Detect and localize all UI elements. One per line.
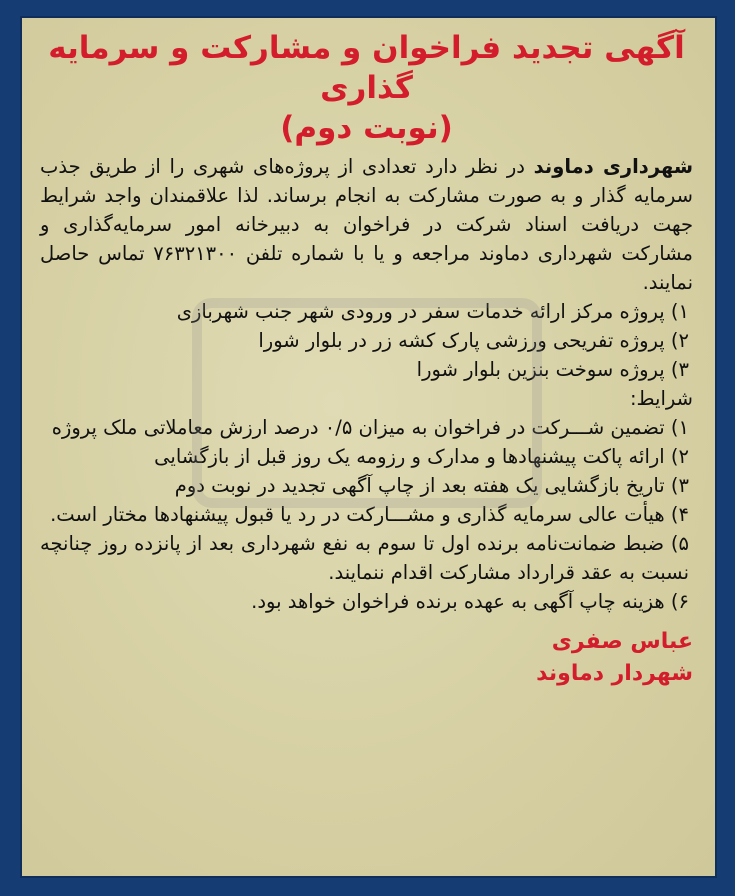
- condition-item: ۳) تاریخ بازگشایی یک هفته بعد از چاپ آگهی تجدید در نوبت دوم: [174, 474, 689, 497]
- project-item: ۱) پروژه مرکز ارائه خدمات سفر در ورودی شهر جنب شهربازی: [176, 300, 689, 323]
- project-item: ۳) پروژه سوخت بنزین بلوار شورا: [416, 358, 689, 381]
- condition-item: ۶) هزینه چاپ آگهی به عهده برنده فراخوان خواهد بود.: [251, 590, 689, 613]
- intro-text: در نظر دارد تعدادی از پروژه‌های شهری را از طریق جذب سرمایه گذار و به صورت مشارکت به انجام برساند. لذا علاقمندان واجد شرایط جهت دریافت اسناد شرکت در فراخوان به دبیرخانه امور سرمایه‌گذاری و مشارکت شهرداری دماوند مراجعه و یا با شماره تلفن ۷۶۳۲۱۳۰۰ تماس حاصل نمایند.: [40, 155, 693, 294]
- condition-item: ۲) ارائه پاکت پیشنهادها و مدارک و رزومه یک روز قبل از بازگشایی: [154, 445, 689, 468]
- watermark-logo: [192, 298, 542, 508]
- intro-municipality: شهرداری دماوند: [533, 155, 693, 178]
- signature-title: شهردار دماوند: [536, 661, 693, 686]
- notice-subtitle: (نوبت دوم): [280, 110, 453, 146]
- notice-paper: [20, 16, 717, 878]
- notice-title: آگهی تجدید فراخوان و مشارکت و سرمایه گذاری: [48, 30, 685, 106]
- signature-name: عباس صفری: [551, 629, 693, 654]
- intro-paragraph: [40, 152, 693, 297]
- condition-item: ۵) ضبط ضمانت‌نامه برنده اول تا سوم به نفع شهرداری بعد از پانزده روز چنانچه نسبت به عقد قرارداد مشارکت اقدام ننمایند.: [40, 532, 689, 584]
- condition-item: ۴) هیأت عالی سرمایه گذاری و مشـــارکت در رد یا قبول پیشنهادها مختار است.: [50, 503, 689, 526]
- condition-item: ۱) تضمین شـــرکت در فراخوان به میزان ۰/۵ درصد ارزش معاملاتی ملک پروژه: [51, 416, 689, 439]
- signature-block: [40, 626, 693, 690]
- conditions-heading: شرایط:: [629, 387, 693, 410]
- project-item: ۲) پروژه تفریحی ورزشی پارک کشه زر در بلوار شورا: [258, 329, 689, 352]
